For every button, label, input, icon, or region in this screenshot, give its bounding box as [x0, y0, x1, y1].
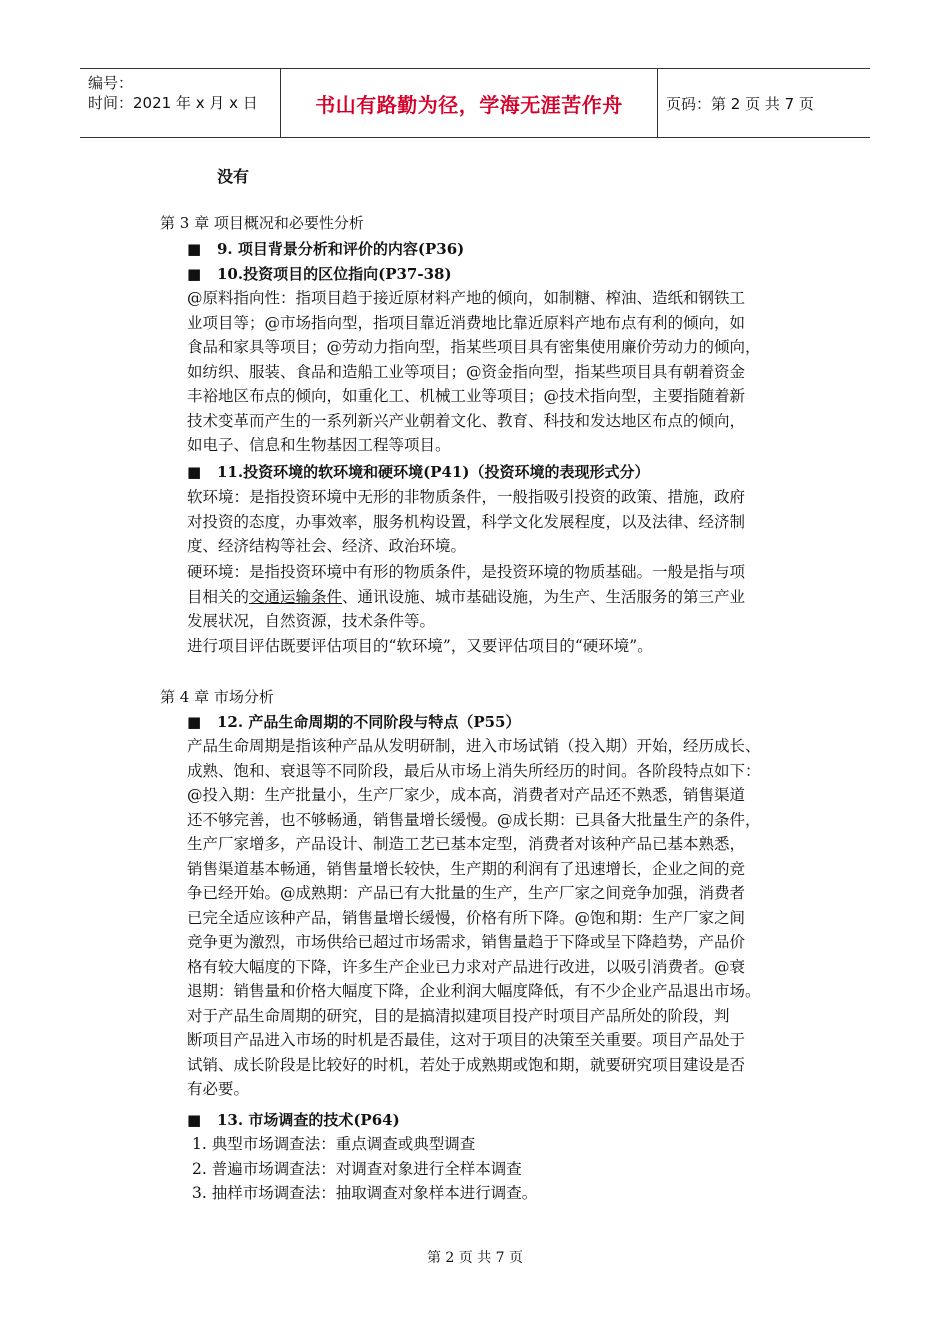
- text-line: 对于产品生命周期的研究，目的是搞清拟建项目投产时项目产品所处的阶段，判: [187, 1006, 730, 1025]
- text-line: 丰裕地区布点的倾向，如重化工、机械工业等项目；@技术指向型，主要指随着新: [187, 387, 746, 405]
- list-item: 2. 普遍市场调查法：对调查对象进行全样本调查: [192, 1159, 522, 1178]
- item-11-text: 11.投资环境的软环境和硬环境(P41)（投资环境的表现形式分）: [217, 463, 650, 481]
- text-line: 业项目等；@市场指向型，指项目靠近消费地比靠近原料产地布点有利的倾向，如: [187, 313, 746, 332]
- text-line: 技术变革而产生的一系列新兴产业朝着文化、教育、科技和发达地区布点的倾向，: [187, 411, 746, 430]
- text-segment: 目相关的: [187, 587, 250, 606]
- list-item: 1. 典型市场调查法：重点调查或典型调查: [192, 1135, 476, 1153]
- text-line: 争已经开始。@成熟期：产品已有大批量的生产，生产厂家之间竞争加强，消费者: [187, 884, 746, 902]
- text-line: 退期：销售量和价格大幅度下降，企业利润大幅度降低，有不少企业产品退出市场。: [187, 982, 761, 1000]
- text-line: 断项目产品进入市场的时机是否最佳，这对于项目的决策至关重要。项目产品处于: [187, 1031, 746, 1049]
- text-line: 有必要。: [187, 1080, 250, 1098]
- text-line: 还不够完善，也不够畅通，销售量增长缓慢。@成长期：已具备大批量生产的条件，: [187, 810, 761, 829]
- date-label: 时间：2021 年 x 月 x 日: [88, 94, 258, 112]
- bullet-icon: ■: [187, 240, 202, 258]
- transport-link[interactable]: 交通运输条件: [249, 587, 343, 606]
- text-line: 发展状况，自然资源，技术条件等。: [187, 612, 436, 630]
- text-line: 如电子、信息和生物基因工程等项目。: [187, 436, 451, 454]
- chapter-3-title: 第 3 章 项目概况和必要性分析: [160, 214, 364, 232]
- item-9: [187, 238, 464, 259]
- bullet-icon: ■: [187, 713, 202, 731]
- text-line: 硬环境：是指投资环境中有形的物质条件，是投资环境的物质基础。一般是指与项: [187, 563, 746, 581]
- header-page-cell: [658, 69, 870, 137]
- text-line: 已完全适应该种产品，销售量增长缓慢，价格有所下降。@饱和期：生产厂家之间: [187, 908, 746, 927]
- bullet-icon: ■: [187, 265, 202, 283]
- motto: 书山有路勤为径，学海无涯苦作舟: [315, 92, 623, 117]
- text-line: 对投资的态度，办事效率，服务机构设置，科学文化发展程度，以及法律、经济制: [187, 512, 746, 531]
- bullet-icon: ■: [187, 1111, 202, 1129]
- paragraph-product-lifecycle: [187, 734, 807, 1102]
- text-line: 软环境：是指投资环境中无形的非物质条件，一般指吸引投资的政策、措施，政府: [187, 488, 746, 506]
- text-line: 生产厂家增多，产品设计、制造工艺已基本定型，消费者对该种产品已基本熟悉，: [187, 835, 746, 853]
- item-13: [187, 1109, 400, 1130]
- text-line: 度、经济结构等社会、经济、政治环境。: [187, 537, 467, 555]
- page-header: [80, 68, 870, 138]
- top-word: 没有: [217, 167, 250, 186]
- text-line: 格有较大幅度的下降，许多生产企业已力求对产品进行改进，以吸引消费者。@衰: [187, 957, 746, 976]
- paragraph-soft-environment: [187, 485, 807, 559]
- item-9-text: 9. 项目背景分析和评价的内容(P36): [217, 240, 465, 258]
- code-label: 编号：: [88, 74, 134, 92]
- list-item: 3. 抽样市场调查法：抽取调查对象样本进行调查。: [192, 1184, 538, 1202]
- paragraph-hard-environment: [187, 560, 807, 658]
- header-motto-cell: [280, 69, 658, 137]
- text-segment: 、通讯设施、城市基础设施，为生产、生活服务的第三产业: [342, 587, 746, 606]
- text-line: 成熟、饱和、衰退等不同阶段，最后从市场上消失所经历的时间。各阶段特点如下：: [187, 761, 761, 780]
- item-12-text: 12. 产品生命周期的不同阶段与特点（P55）: [217, 713, 521, 731]
- survey-methods-list: [192, 1132, 812, 1206]
- item-13-text: 13. 市场调查的技术(P64): [217, 1111, 400, 1129]
- page-footer: [0, 1247, 950, 1267]
- paragraph-location-orientation: [187, 286, 807, 458]
- text-line: @原料指向性：指项目趋于接近原材料产地的倾向，如制糖、榨油、造纸和钢铁工: [187, 289, 746, 307]
- text-line: 销售渠道基本畅通，销售量增长较快，生产期的利润有了迅速增长，企业之间的竞: [187, 859, 746, 878]
- text-line: 竞争更为激烈，市场供给已超过市场需求，销售量趋于下降或呈下降趋势，产品价: [187, 933, 746, 951]
- chapter-4-title: 第 4 章 市场分析: [160, 688, 274, 706]
- header-info: [80, 69, 280, 137]
- text-line: [187, 585, 807, 610]
- footer-page-number: 第 2 页 共 7 页: [426, 1250, 524, 1266]
- text-line: 进行项目评估既要评估项目的“软环境”，又要评估项目的“硬环境”。: [187, 636, 653, 655]
- item-12: [187, 711, 520, 732]
- text-line: 产品生命周期是指该种产品从发明研制，进入市场试销（投入期）开始，经历成长、: [187, 737, 761, 755]
- page-label: 页码：第 2 页 共 7 页: [666, 94, 814, 113]
- text-line: 试销、成长阶段是比较好的时机，若处于成熟期或饱和期，就要研究项目建设是否: [187, 1055, 746, 1074]
- text-line: @投入期：生产批量小，生产厂家少，成本高，消费者对产品还不熟悉，销售渠道: [187, 786, 746, 804]
- bullet-icon: ■: [187, 463, 202, 481]
- text-line: 如纺织、服装、食品和造船工业等项目；@资金指向型，指某些项目具有朝着资金: [187, 362, 746, 381]
- item-10: [187, 263, 452, 284]
- text-line: 食品和家具等项目；@劳动力指向型，指某些项目具有密集使用廉价劳动力的倾向，: [187, 338, 761, 356]
- item-11: [187, 461, 649, 482]
- item-10-text: 10.投资项目的区位指向(P37-38): [217, 265, 452, 283]
